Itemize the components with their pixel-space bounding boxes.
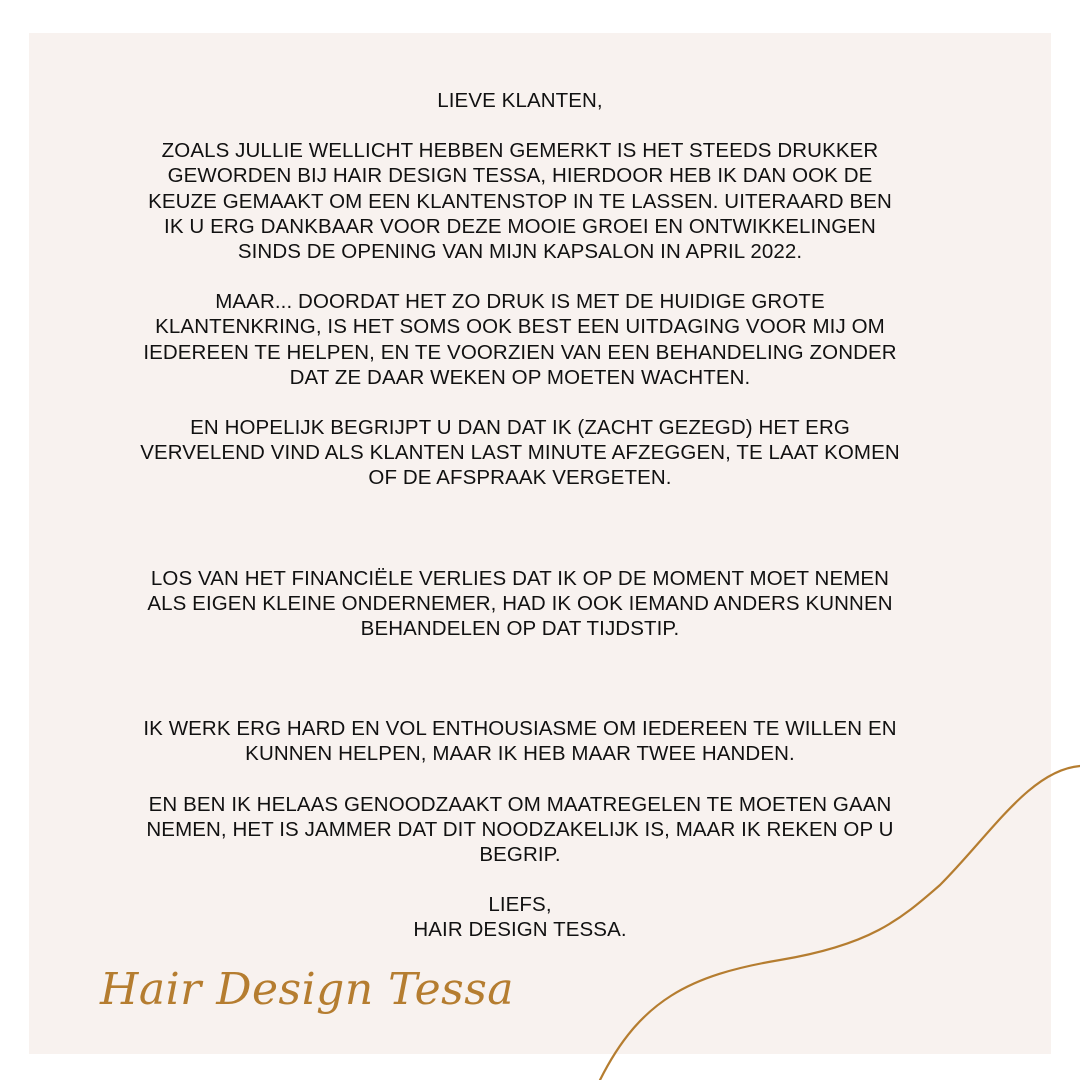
letter-paragraph-2: MAAR... DOORDAT HET ZO DRUK IS MET DE HUIDIGE GROTE KLANTENKRING, IS HET SOMS OOK BEST EEN UITDAGING VOOR MIJ OM IEDEREEN TE HELPEN, EN TE VOORZIEN VAN EEN BEHANDELING ZONDER DAT ZE DAAR WEKEN OP MOETEN WACHTEN. [143,290,897,389]
letter-paragraph-4: LOS VAN HET FINANCIËLE VERLIES DAT IK OP DE MOMENT MOET NEMEN ALS EIGEN KLEINE ONDERNEMER, HAD IK OOK IEMAND ANDERS KUNNEN BEHANDELEN OP DAT TIJDSTIP. [147,566,893,641]
letter-paragraph-5: IK WERK ERG HARD EN VOL ENTHOUSIASME OM IEDEREEN TE WILLEN EN KUNNEN HELPEN, MAAR IK HEB MAAR TWEE HANDEN. [143,717,897,766]
letter-sender: HAIR DESIGN TESSA. [413,918,627,942]
letter-paragraph-6: EN BEN IK HELAAS GENOODZAAKT OM MAATREGELEN TE MOETEN GAAN NEMEN, HET IS JAMMER DAT DIT NOODZAKELIJK IS, MAAR IK REKEN OP U BEGRIP. [146,792,894,867]
brand-signature-logo: Hair Design Tessa [100,964,515,1015]
letter-body [140,88,900,943]
letter-paragraph-3: EN HOPELIJK BEGRIJPT U DAN DAT IK (ZACHT GEZEGD) HET ERG VERVELEND VIND ALS KLANTEN LAST MINUTE AFZEGGEN, TE LAAT KOMEN OF DE AFSPRAAK VERGETEN. [140,416,900,490]
letter-paragraph-1: ZOALS JULLIE WELLICHT HEBBEN GEMERKT IS HET STEEDS DRUKKER GEWORDEN BIJ HAIR DESIGN TESSA, HIERDOOR HEB IK DAN OOK DE KEUZE GEMAAKT OM EEN KLANTENSTOP IN TE LASSEN. UITERAARD BEN IK U ERG DANKBAAR VOOR DEZE MOOIE GROEI EN ONTWIKKELINGEN SINDS DE OPENING VAN MIJN KAPSALON IN APRIL 2022. [148,139,892,264]
letter-greeting: LIEVE KLANTEN, [437,89,603,112]
letter-closing: LIEFS, [488,893,552,917]
